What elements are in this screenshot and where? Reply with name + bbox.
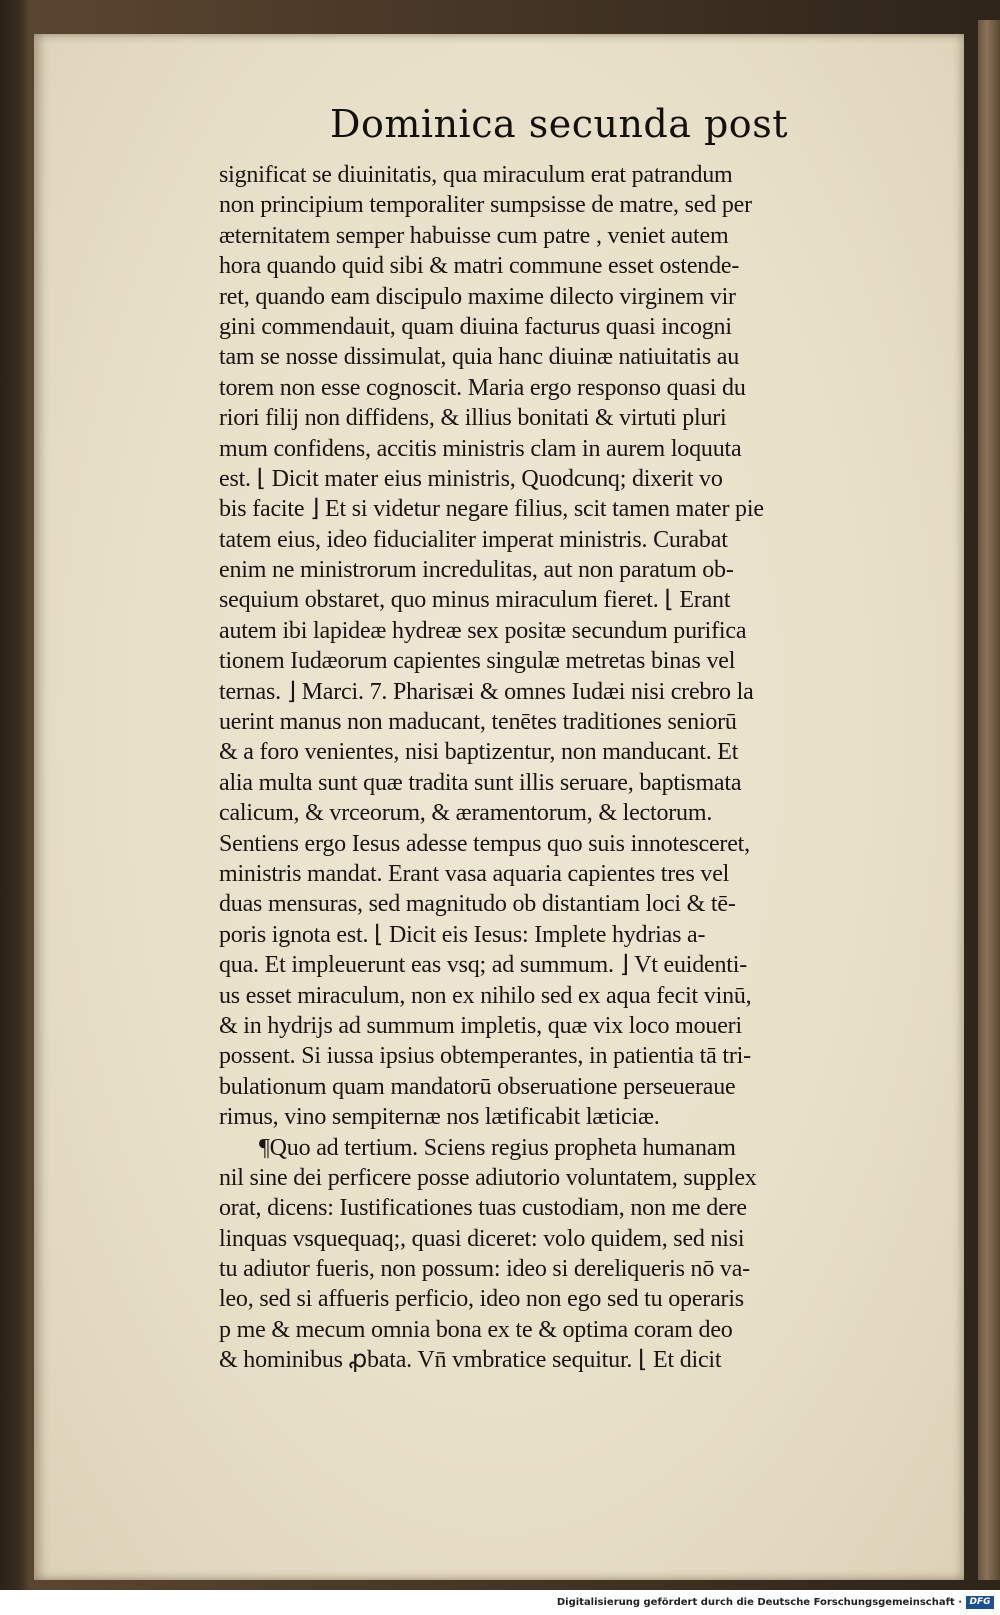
text-line: rimus, vino sempiternæ nos lætificabit læticiæ. — [219, 1104, 660, 1131]
text-line: significat se diuinitatis, qua miraculum erat patrandum — [219, 162, 733, 188]
text-line: calicum, & vrceorum, & æramentorum, & lectorum. — [219, 800, 713, 827]
text-line: & a foro venientes, nisi baptizentur, non manducant. Et — [219, 739, 739, 766]
text-line: Sentiens ergo Iesus adesse tempus quo suis innotesceret, — [219, 830, 750, 857]
running-title: Dominica secunda post — [330, 102, 788, 146]
text-line: hora quando quid sibi & matri commune esset ostende- — [219, 253, 740, 280]
text-line: tatem eius, ideo fiducialiter imperat ministris. Curabat — [219, 526, 728, 553]
digitization-footer — [0, 1593, 1000, 1615]
text-line: orat, dicens: Iustificationes tuas custodiam, non me dere — [219, 1195, 747, 1222]
text-line: non principium temporaliter sumpsisse de matre, sed per — [219, 192, 752, 219]
text-line: uerint manus non maducant, tenētes traditiones seniorū — [219, 709, 737, 736]
text-line: nil sine dei perficere posse adiutorio voluntatem, supplex — [219, 1164, 757, 1191]
text-line: enim ne ministrorum incredulitas, aut non paratum ob- — [219, 557, 734, 584]
text-line: leo, sed si affueris perficio, ideo non ego sed tu operaris — [219, 1286, 744, 1313]
dfg-logo-icon: DFG — [966, 1596, 994, 1609]
text-line: torem non esse cognoscit. Maria ergo responso quasi du — [219, 374, 746, 401]
text-line: alia multa sunt quæ tradita sunt illis seruare, baptismata — [219, 769, 742, 796]
text-line: & in hydrijs ad summum impletis, quæ vix loco moueri — [219, 1012, 742, 1039]
text-block — [219, 160, 909, 1376]
text-line: tu adiutor fueris, non possum: ideo si dereliqueris nō va- — [219, 1256, 750, 1283]
text-line: us esset miraculum, non ex nihilo sed ex aqua fecit vinū, — [219, 982, 752, 1009]
text-line: gini commendauit, quam diuina facturus quasi incogni — [219, 313, 732, 340]
book-edge — [978, 20, 1000, 1580]
text-line: ternas. ⌋ Marci. 7. Pharisæi & omnes Iudæi nisi crebro la — [219, 678, 754, 705]
text-line: ¶Quo ad tertium. Sciens regius propheta humanam — [259, 1134, 736, 1161]
text-line: æternitatem semper habuisse cum patre , veniet autem — [219, 222, 729, 249]
text-line: poris ignota est. ⌊ Dicit eis Iesus: Implete hydrias a- — [219, 921, 706, 948]
text-line: possent. Si iussa ipsius obtemperantes, in patientia tā tri- — [219, 1043, 751, 1070]
text-line: riori filij non diffidens, & illius bonitati & virtuti pluri — [219, 405, 727, 432]
text-line: est. ⌊ Dicit mater eius ministris, Quodcunq; dixerit vo — [219, 465, 723, 492]
text-line: bulationum quam mandatorū obseruatione perseueraue — [219, 1073, 736, 1100]
text-line: qua. Et impleuerunt eas vsq; ad summum. ⌋ Vt euidenti- — [219, 952, 748, 979]
book-page — [34, 34, 964, 1580]
text-line: p me & mecum omnia bona ex te & optima coram deo — [219, 1316, 733, 1343]
text-line: tionem Iudæorum capientes singulæ metretas binas vel — [219, 648, 736, 675]
text-line: sequium obstaret, quo minus miraculum fieret. ⌊ Erant — [219, 587, 731, 614]
text-line: bis facite ⌋ Et si videtur negare filius, scit tamen mater pie — [219, 496, 764, 523]
text-line: linquas vsquequaq;, quasi diceret: volo quidem, sed nisi — [219, 1225, 745, 1252]
text-line: & hominibus ꝓbata. Vn̄ vmbratice sequitur. ⌊ Et dicit — [219, 1347, 722, 1374]
text-line: tam se nosse dissimulat, quia hanc diuinæ natiuitatis au — [219, 344, 740, 371]
text-line: mum confidens, accitis ministris clam in aurem loquuta — [219, 435, 742, 462]
text-line: ret, quando eam discipulo maxime dilecto virginem vir — [219, 283, 736, 310]
text-line: ministris mandat. Erant vasa aquaria capientes tres vel — [219, 860, 730, 887]
funding-credit: Digitalisierung gefördert durch die Deutsche Forschungsgemeinschaft · — [556, 1597, 962, 1608]
text-line: duas mensuras, sed magnitudo ob distantiam loci & tē- — [219, 891, 736, 918]
text-line: autem ibi lapideæ hydreæ sex positæ secundum purifica — [219, 617, 747, 644]
